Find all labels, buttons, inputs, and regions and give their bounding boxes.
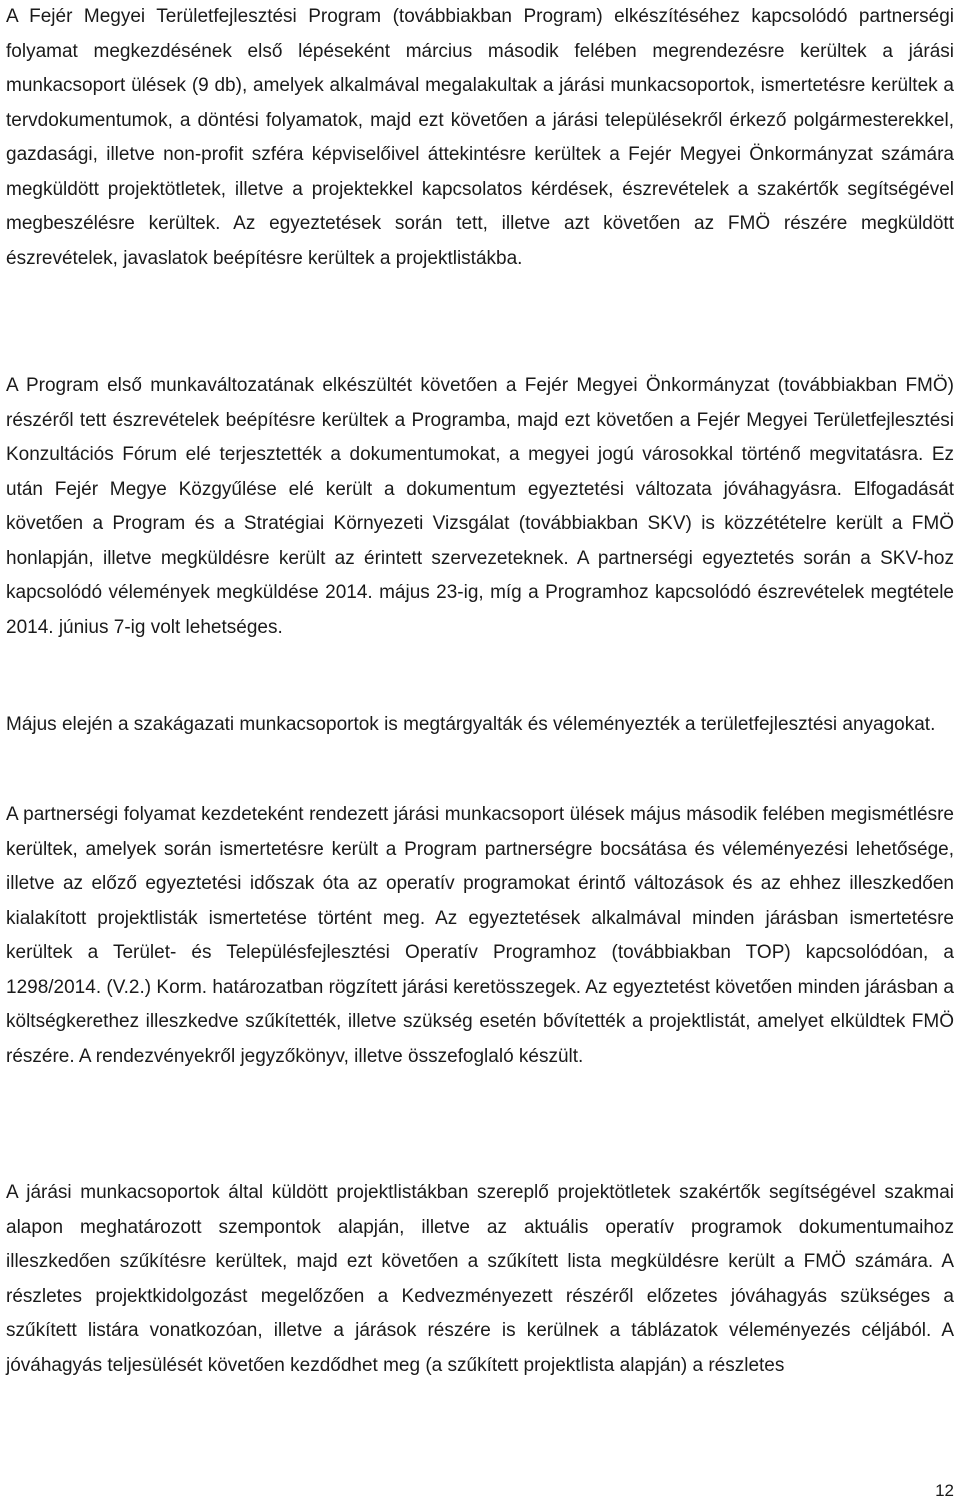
paragraph-2: A Program első munkaváltozatának elkészültét követően a Fejér Megyei Önkormányzat (továbbiakban FMÖ) részéről tett észrevételek beépítésre kerültek a Programba, majd ezt követően a Fejér Megyei Területfejlesztési Konzultációs Fórum elé terjesztették a dokumentumokat, a megyei jogú városokkal történő megvitatásra. Ez után Fejér Megye Közgyűlése elé került a dokumentum egyeztetési változata jóváhagyásra. Elfogadását követően a Program és a Stratégiai Környezeti Vizsgálat (továbbiakban SKV) is közzétételre került a FMÖ honlapján, illetve megküldésre került az érintett szervezeteknek. A partnerségi egyeztetés során a SKV-hoz kapcsolódó vélemények megküldése 2014. május 23-ig, míg a Programhoz kapcsolódó észrevételek megtétele 2014. június 7-ig volt lehetséges. — [6, 375, 954, 638]
paragraph-4: A partnerségi folyamat kezdeteként rendezett járási munkacsoport ülések május második felében megismétlésre kerültek, amelyek során ismertetésre került a Program partnerségre bocsátása és véleményezési lehetősége, illetve az előző egyeztetési időszak óta az operatív programokat érintő változások és az ehhez illeszkedően kialakított projektlisták ismertetése történt meg. Az egyeztetések alkalmával minden járásban ismertetésre kerültek a Terület- és Településfejlesztési Operatív Programhoz (továbbiakban TOP) kapcsolódóan, a 1298/2014. (V.2.) Korm. határozatban rögzített járási keretösszegek. Az egyeztetést követően minden járásban a költségkerethez illeszkedve szűkítették, illetve szükség esetén bővítették a projektlistát, amelyet elküldtek FMÖ részére. A rendezvényekről jegyzőkönyv, illetve összefoglaló készült. — [6, 804, 954, 1067]
paragraph-1: A Fejér Megyei Területfejlesztési Program (továbbiakban Program) elkészítéséhez kapcsolódó partnerségi folyamat megkezdésének első lépéseként március második felében megrendezésre kerültek a járási munkacsoport ülések (9 db), amelyek alkalmával megalakultak a járási munkacsoportok, ismertetésre kerültek a tervdokumentumok, a döntési folyamatok, majd ezt követően a járási településekről érkező polgármesterekkel, gazdasági, illetve non-profit szféra képviselőivel áttekintésre kerültek a Fejér Megyei Önkormányzat számára megküldött projektötletek, illetve a projektekkel kapcsolatos kérdések, észrevételek a szakértők segítségével megbeszélésre kerültek. Az egyeztetések során tett, illetve azt követően az FMÖ részére megküldött észrevételek, javaslatok beépítésre kerültek a projektlistákba. — [6, 6, 954, 269]
paragraph-5: A járási munkacsoportok által küldött projektlistákban szereplő projektötletek szakértők segítségével szakmai alapon meghatározott szempontok alapján, illetve az aktuális operatív programok dokumentumaihoz illeszkedően szűkítésre kerültek, majd ezt követően a szűkített lista megküldésre került a FMÖ számára. A részletes projektkidolgozást megelőzően a Kedvezményezett részéről előzetes jóváhagyás szükséges a szűkített listára vonatkozóan, illetve a járások részére is kerülnek a táblázatok véleményezés céljából. A jóváhagyás teljesülését követően kezdődhet meg (a szűkített projektlista alapján) a részletes — [6, 1182, 954, 1376]
document-page — [6, 0, 954, 1509]
page-number: 12 — [935, 1481, 954, 1500]
paragraph-3: Május elején a szakágazati munkacsoportok is megtárgyalták és véleményezték a területfejlesztési anyagokat. — [6, 714, 936, 735]
